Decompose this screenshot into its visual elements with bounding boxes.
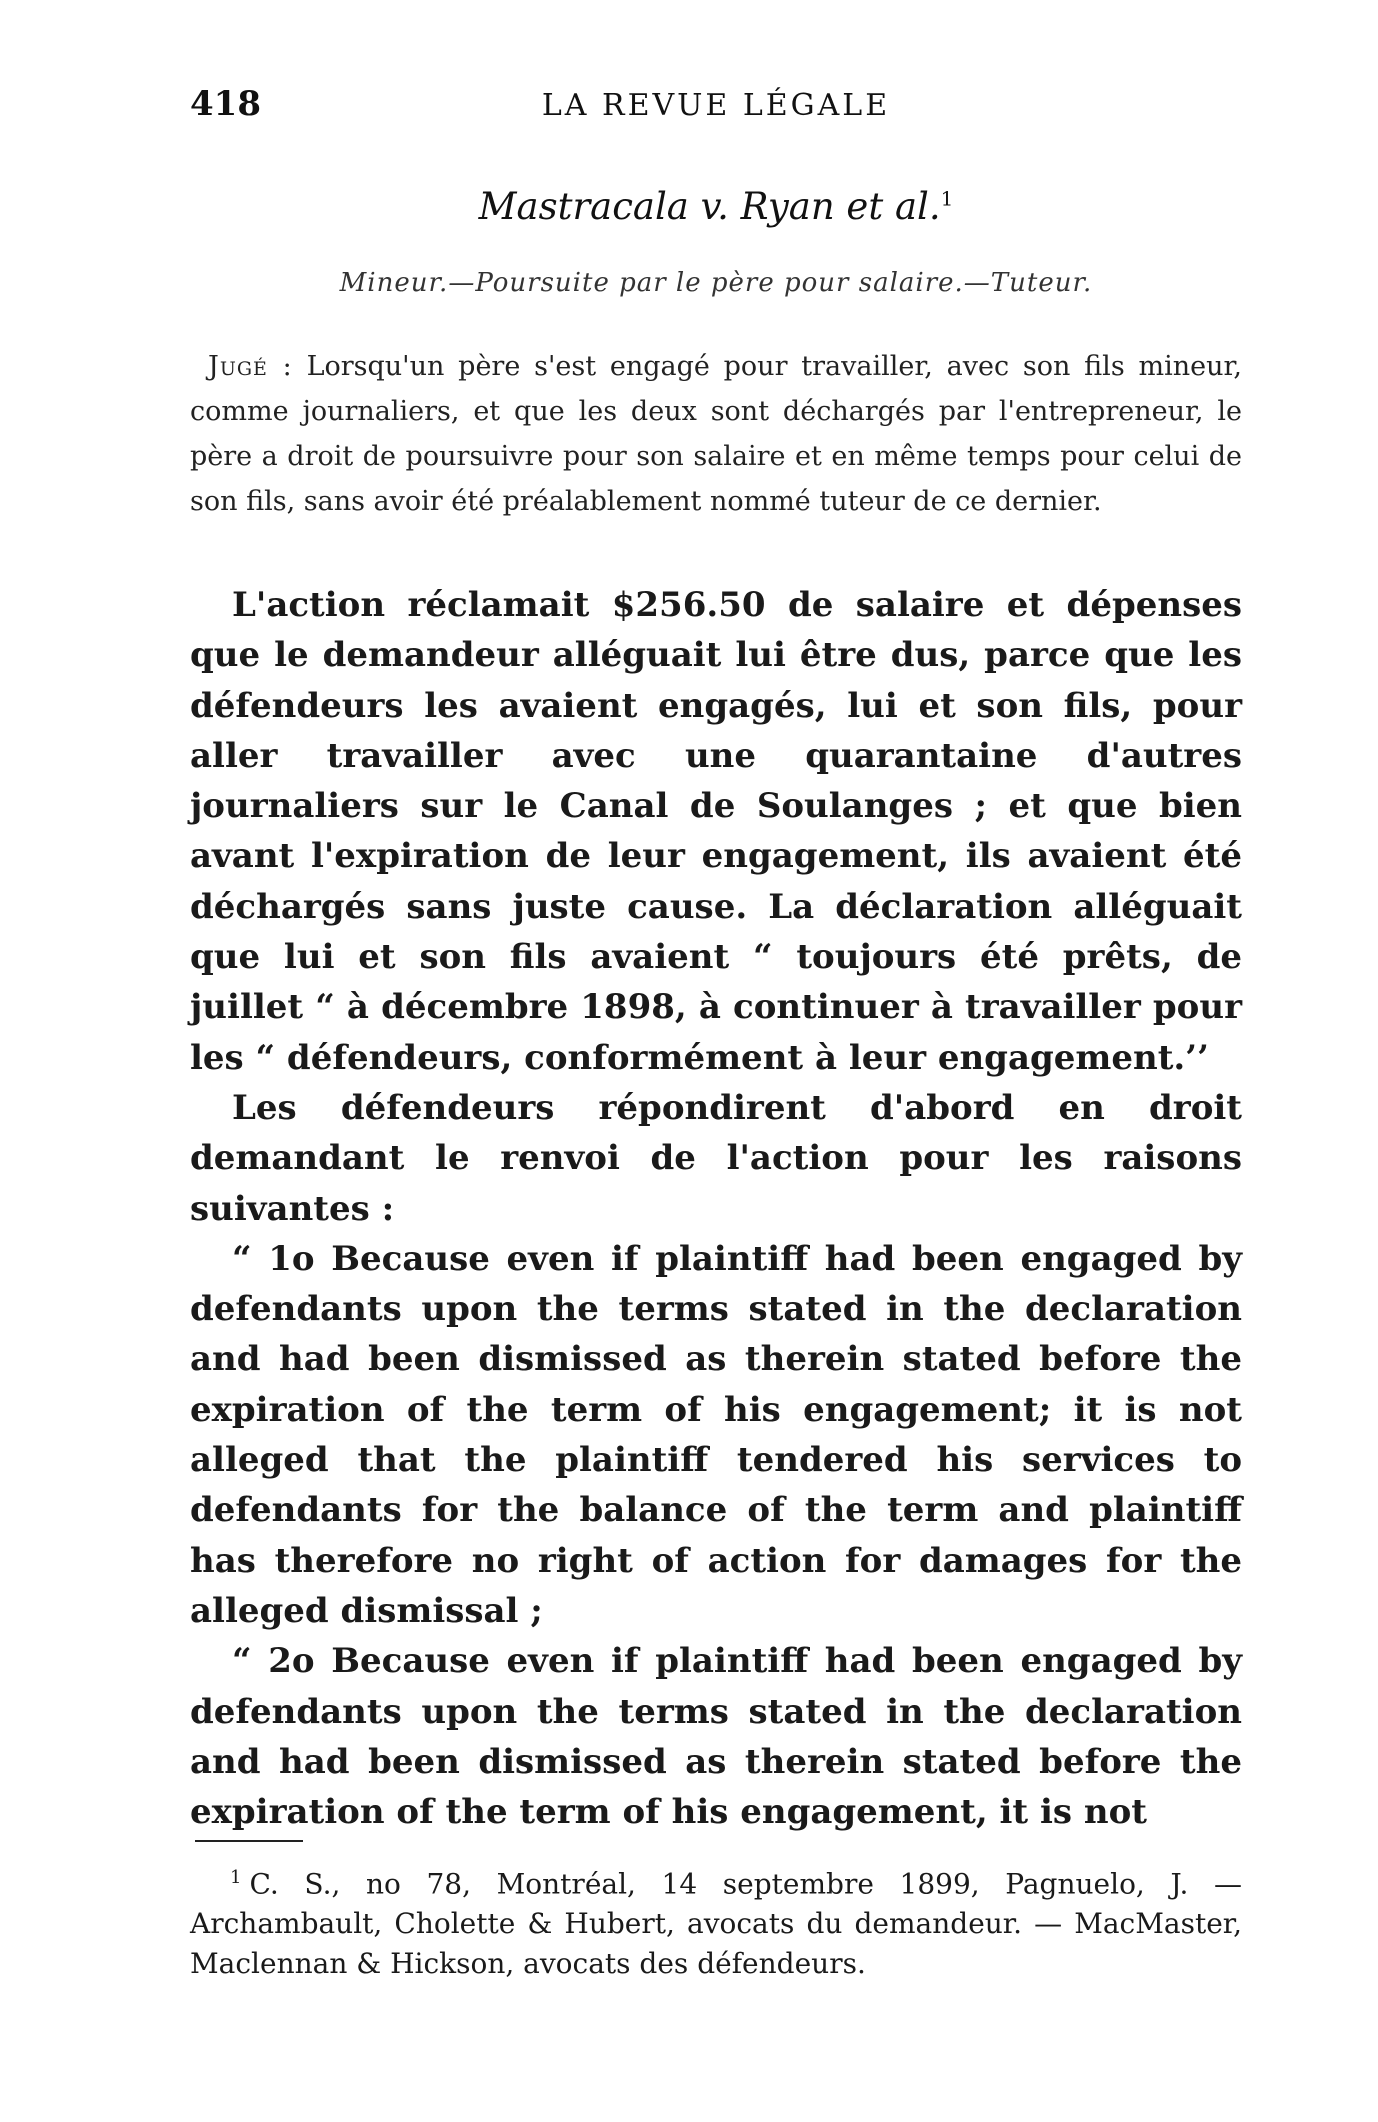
running-title: LA REVUE LÉGALE bbox=[541, 88, 891, 123]
footnote bbox=[190, 1858, 1242, 1984]
holding-label: Jugé : bbox=[208, 351, 293, 382]
body-paragraph-3: “ 1o Because even if plaintiff had been engaged by defendants upon the terms stated in the declaration and had been dismissed as therein stated before the expiration of the term of his engagement; it is not alleged that the plaintiff tendered his services to defendants for the balance of the term and plaintiff has therefore no right of action for damages for the alleged dismissal ; bbox=[190, 1238, 1242, 1631]
holding-text: Lorsqu'un père s'est engagé pour travailler, avec son fils mineur, comme journaliers, et que les deux sont déchargés par l'entrepreneur, le père a droit de poursuivre pour son salaire et en même temps pour celui de son fils, sans avoir été préalablement nommé tuteur de ce dernier. bbox=[190, 351, 1242, 517]
case-title bbox=[190, 185, 1242, 228]
footnote-text: C. S., no 78, Montréal, 14 septembre 1899, Pagnuelo, J. — Archambault, Cholette & Hubert, avocats du demandeur. — MacMaster, Maclennan & Hickson, avocats des défendeurs. bbox=[190, 1867, 1242, 1981]
body-text bbox=[190, 580, 1242, 1837]
holding-paragraph bbox=[190, 344, 1242, 524]
case-subject: Mineur.—Poursuite par le père pour salaire.—Tuteur. bbox=[339, 268, 1093, 298]
body-paragraph-4: “ 2o Because even if plaintiff had been engaged by defendants upon the terms stated in the declaration and had been dismissed as therein stated before the expiration of the term of his engagement, it is not bbox=[190, 1641, 1242, 1833]
page-number: 418 bbox=[190, 84, 261, 124]
case-title-text: Mastracala v. Ryan et al. bbox=[478, 185, 941, 228]
footnote-divider bbox=[195, 1840, 303, 1842]
footnote-mark: 1 bbox=[230, 1867, 242, 1888]
page-header bbox=[190, 84, 1242, 134]
body-paragraph-2: Les défendeurs répondirent d'abord en droit demandant le renvoi de l'action pour les raisons suivantes : bbox=[190, 1087, 1242, 1229]
body-paragraph-1: L'action réclamait $256.50 de salaire et dépenses que le demandeur alléguait lui être dus, parce que les défendeurs les avaient engagés, lui et son fils, pour aller travailler avec une quarantaine d'autres journaliers sur le Canal de Soulanges ; et que bien avant l'expiration de leur engagement, ils avaient été déchargés sans juste cause. La déclaration alléguait que lui et son fils avaient “ toujours été prêts, de juillet “ à décembre 1898, à continuer à travailler pour les “ défendeurs, conformément à leur engagement.’’ bbox=[190, 585, 1242, 1078]
case-title-footnote-ref: 1 bbox=[940, 186, 954, 211]
